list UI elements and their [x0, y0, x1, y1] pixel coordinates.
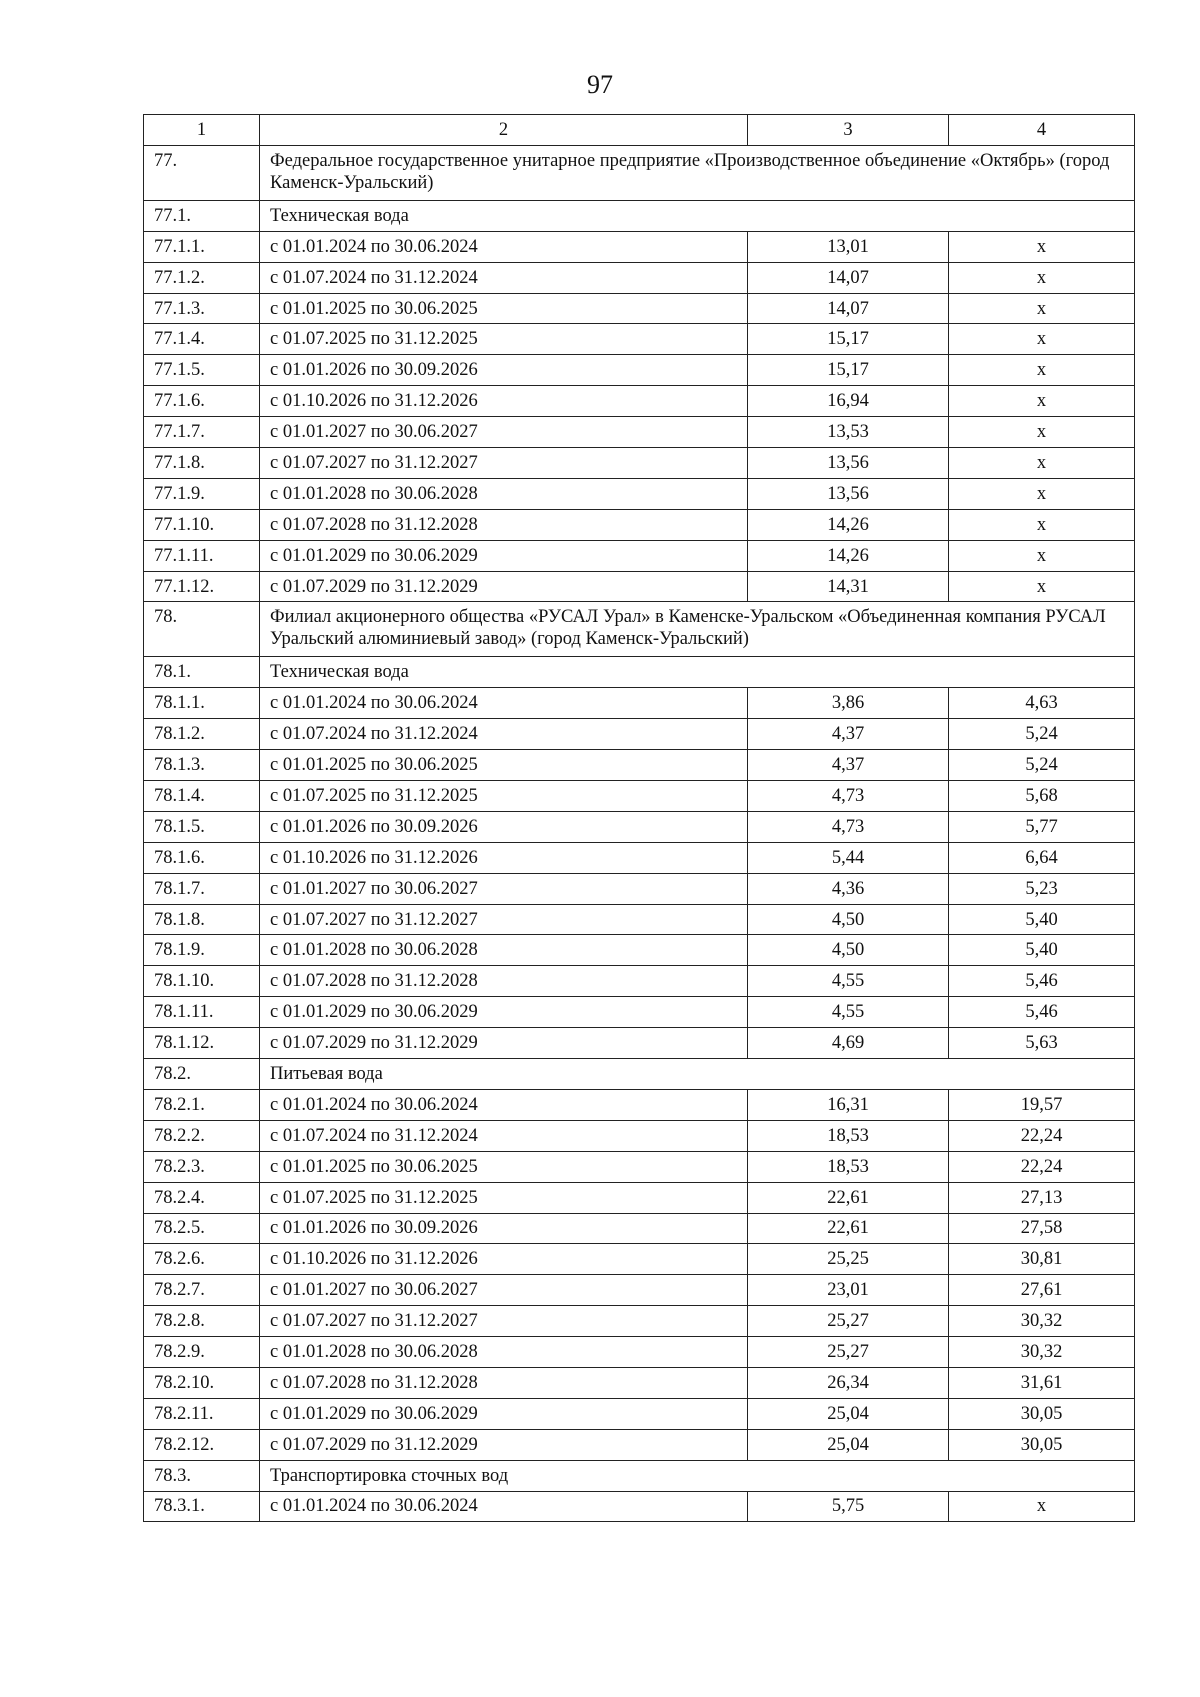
- tariff-vat-cell: 30,05: [949, 1429, 1135, 1460]
- table-row: [144, 386, 1135, 417]
- period-cell: с 01.07.2027 по 31.12.2027: [260, 1306, 748, 1337]
- table-row: [144, 842, 1135, 873]
- tariff-vat-cell: х: [949, 571, 1135, 602]
- table-row: [144, 1306, 1135, 1337]
- period-cell: с 01.01.2026 по 30.09.2026: [260, 355, 748, 386]
- tariff-value-cell: 22,61: [748, 1213, 949, 1244]
- section-title-cell: Транспортировка сточных вод: [260, 1460, 1135, 1491]
- tariff-value-cell: 4,50: [748, 935, 949, 966]
- tariff-vat-cell: 6,64: [949, 842, 1135, 873]
- table-row: [144, 811, 1135, 842]
- tariff-value-cell: 13,01: [748, 231, 949, 262]
- period-cell: с 01.10.2026 по 31.12.2026: [260, 842, 748, 873]
- tariff-value-cell: 25,04: [748, 1429, 949, 1460]
- tariff-value-cell: 4,37: [748, 719, 949, 750]
- tariff-vat-cell: 22,24: [949, 1120, 1135, 1151]
- table-row: [144, 1429, 1135, 1460]
- table-row: [144, 1491, 1135, 1522]
- table-row: [144, 1337, 1135, 1368]
- tariff-vat-cell: 19,57: [949, 1089, 1135, 1120]
- period-cell: с 01.07.2024 по 31.12.2024: [260, 262, 748, 293]
- tariff-vat-cell: 27,58: [949, 1213, 1135, 1244]
- table-row: [144, 750, 1135, 781]
- period-cell: с 01.01.2024 по 30.06.2024: [260, 688, 748, 719]
- period-cell: с 01.01.2026 по 30.09.2026: [260, 811, 748, 842]
- row-number-cell: 78.2.11.: [144, 1398, 260, 1429]
- row-number-cell: 78.1.5.: [144, 811, 260, 842]
- header-cell-3: 3: [748, 115, 949, 146]
- tariff-vat-cell: 30,05: [949, 1398, 1135, 1429]
- row-number-cell: 78.1.3.: [144, 750, 260, 781]
- row-number-cell: 78.2.1.: [144, 1089, 260, 1120]
- table-row: [144, 1213, 1135, 1244]
- tariff-vat-cell: 5,46: [949, 966, 1135, 997]
- tariff-vat-cell: х: [949, 355, 1135, 386]
- header-cell-2: 2: [260, 115, 748, 146]
- period-cell: с 01.01.2025 по 30.06.2025: [260, 293, 748, 324]
- table-row: [144, 719, 1135, 750]
- row-number-cell: 78.2.9.: [144, 1337, 260, 1368]
- tariff-value-cell: 14,07: [748, 293, 949, 324]
- table-row: [144, 1028, 1135, 1059]
- row-number-cell: 77.1.6.: [144, 386, 260, 417]
- table-row: [144, 540, 1135, 571]
- tariff-value-cell: 25,25: [748, 1244, 949, 1275]
- section-row: [144, 1460, 1135, 1491]
- table-row: [144, 688, 1135, 719]
- tariff-value-cell: 4,37: [748, 750, 949, 781]
- tariff-value-cell: 18,53: [748, 1151, 949, 1182]
- table-row: [144, 324, 1135, 355]
- tariff-vat-cell: 5,68: [949, 781, 1135, 812]
- section-row: [144, 200, 1135, 231]
- tariff-vat-cell: 5,40: [949, 904, 1135, 935]
- tariff-vat-cell: 5,24: [949, 719, 1135, 750]
- row-number-cell: 77.1.10.: [144, 509, 260, 540]
- tariff-value-cell: 13,56: [748, 448, 949, 479]
- row-number-cell: 78.: [144, 602, 260, 657]
- period-cell: с 01.01.2028 по 30.06.2028: [260, 1337, 748, 1368]
- row-number-cell: 78.1.7.: [144, 873, 260, 904]
- header-cell-1: 1: [144, 115, 260, 146]
- tariff-value-cell: 15,17: [748, 324, 949, 355]
- table-row: [144, 873, 1135, 904]
- tariff-value-cell: 16,94: [748, 386, 949, 417]
- row-number-cell: 78.1.8.: [144, 904, 260, 935]
- tariff-value-cell: 4,73: [748, 811, 949, 842]
- period-cell: с 01.10.2026 по 31.12.2026: [260, 1244, 748, 1275]
- row-number-cell: 77.1.: [144, 200, 260, 231]
- table-row: [144, 1398, 1135, 1429]
- row-number-cell: 78.1.: [144, 657, 260, 688]
- row-number-cell: 78.3.: [144, 1460, 260, 1491]
- tariff-value-cell: 5,75: [748, 1491, 949, 1522]
- tariff-vat-cell: 22,24: [949, 1151, 1135, 1182]
- table-row: [144, 478, 1135, 509]
- period-cell: с 01.01.2029 по 30.06.2029: [260, 540, 748, 571]
- tariff-vat-cell: 27,13: [949, 1182, 1135, 1213]
- tariff-vat-cell: х: [949, 478, 1135, 509]
- period-cell: с 01.07.2024 по 31.12.2024: [260, 719, 748, 750]
- tariff-value-cell: 4,50: [748, 904, 949, 935]
- row-number-cell: 78.2.3.: [144, 1151, 260, 1182]
- tariff-vat-cell: х: [949, 509, 1135, 540]
- row-number-cell: 78.1.10.: [144, 966, 260, 997]
- tariff-value-cell: 13,56: [748, 478, 949, 509]
- organization-name-cell: Филиал акционерного общества «РУСАЛ Урал» в Каменске-Уральском «Объединенная компания РУСАЛ Уральский алюминиевый завод» (город Каменск-Уральский): [260, 602, 1135, 657]
- row-number-cell: 78.2.: [144, 1059, 260, 1090]
- period-cell: с 01.07.2027 по 31.12.2027: [260, 904, 748, 935]
- tariff-value-cell: 4,55: [748, 997, 949, 1028]
- tariff-table-body: [144, 115, 1135, 1522]
- table-row: [144, 966, 1135, 997]
- tariff-vat-cell: 27,61: [949, 1275, 1135, 1306]
- period-cell: с 01.01.2024 по 30.06.2024: [260, 1491, 748, 1522]
- period-cell: с 01.01.2027 по 30.06.2027: [260, 1275, 748, 1306]
- period-cell: с 01.01.2028 по 30.06.2028: [260, 935, 748, 966]
- row-number-cell: 77.1.4.: [144, 324, 260, 355]
- tariff-vat-cell: х: [949, 324, 1135, 355]
- table-row: [144, 904, 1135, 935]
- table-row: [144, 1151, 1135, 1182]
- row-number-cell: 78.3.1.: [144, 1491, 260, 1522]
- period-cell: с 01.07.2028 по 31.12.2028: [260, 509, 748, 540]
- row-number-cell: 78.2.2.: [144, 1120, 260, 1151]
- section-title-cell: Питьевая вода: [260, 1059, 1135, 1090]
- tariff-value-cell: 26,34: [748, 1367, 949, 1398]
- tariff-value-cell: 5,44: [748, 842, 949, 873]
- period-cell: с 01.07.2028 по 31.12.2028: [260, 1367, 748, 1398]
- period-cell: с 01.07.2025 по 31.12.2025: [260, 781, 748, 812]
- row-number-cell: 77.1.7.: [144, 417, 260, 448]
- row-number-cell: 77.1.8.: [144, 448, 260, 479]
- tariff-vat-cell: 5,63: [949, 1028, 1135, 1059]
- table-row: [144, 997, 1135, 1028]
- row-number-cell: 78.2.4.: [144, 1182, 260, 1213]
- period-cell: с 01.07.2028 по 31.12.2028: [260, 966, 748, 997]
- table-row: [144, 417, 1135, 448]
- period-cell: с 01.01.2024 по 30.06.2024: [260, 231, 748, 262]
- tariff-vat-cell: 30,32: [949, 1337, 1135, 1368]
- organization-row: [144, 145, 1135, 200]
- tariff-vat-cell: 30,32: [949, 1306, 1135, 1337]
- tariff-vat-cell: 5,40: [949, 935, 1135, 966]
- tariff-value-cell: 25,04: [748, 1398, 949, 1429]
- table-row: [144, 1089, 1135, 1120]
- row-number-cell: 78.1.1.: [144, 688, 260, 719]
- tariff-value-cell: 14,26: [748, 509, 949, 540]
- tariff-value-cell: 4,36: [748, 873, 949, 904]
- tariff-vat-cell: х: [949, 386, 1135, 417]
- tariff-value-cell: 22,61: [748, 1182, 949, 1213]
- period-cell: с 01.07.2027 по 31.12.2027: [260, 448, 748, 479]
- table-header-row: [144, 115, 1135, 146]
- tariff-value-cell: 16,31: [748, 1089, 949, 1120]
- page-number: 97: [587, 70, 613, 99]
- tariff-vat-cell: 31,61: [949, 1367, 1135, 1398]
- period-cell: с 01.01.2026 по 30.09.2026: [260, 1213, 748, 1244]
- tariff-value-cell: 3,86: [748, 688, 949, 719]
- tariff-vat-cell: 30,81: [949, 1244, 1135, 1275]
- period-cell: с 01.07.2025 по 31.12.2025: [260, 324, 748, 355]
- table-row: [144, 781, 1135, 812]
- period-cell: с 01.07.2024 по 31.12.2024: [260, 1120, 748, 1151]
- table-row: [144, 1120, 1135, 1151]
- tariff-value-cell: 14,26: [748, 540, 949, 571]
- table-row: [144, 262, 1135, 293]
- tariff-value-cell: 23,01: [748, 1275, 949, 1306]
- table-row: [144, 293, 1135, 324]
- period-cell: с 01.01.2025 по 30.06.2025: [260, 750, 748, 781]
- row-number-cell: 78.1.4.: [144, 781, 260, 812]
- header-cell-4: 4: [949, 115, 1135, 146]
- table-row: [144, 571, 1135, 602]
- tariff-vat-cell: х: [949, 1491, 1135, 1522]
- table-row: [144, 231, 1135, 262]
- row-number-cell: 78.2.12.: [144, 1429, 260, 1460]
- row-number-cell: 77.1.2.: [144, 262, 260, 293]
- table-row: [144, 1244, 1135, 1275]
- row-number-cell: 77.1.12.: [144, 571, 260, 602]
- tariff-value-cell: 15,17: [748, 355, 949, 386]
- period-cell: с 01.01.2024 по 30.06.2024: [260, 1089, 748, 1120]
- tariff-vat-cell: х: [949, 448, 1135, 479]
- period-cell: с 01.07.2025 по 31.12.2025: [260, 1182, 748, 1213]
- table-row: [144, 1182, 1135, 1213]
- period-cell: с 01.01.2028 по 30.06.2028: [260, 478, 748, 509]
- tariff-value-cell: 25,27: [748, 1337, 949, 1368]
- row-number-cell: 78.1.9.: [144, 935, 260, 966]
- table-row: [144, 355, 1135, 386]
- row-number-cell: 78.1.2.: [144, 719, 260, 750]
- row-number-cell: 78.2.6.: [144, 1244, 260, 1275]
- table-row: [144, 448, 1135, 479]
- row-number-cell: 77.1.1.: [144, 231, 260, 262]
- table-row: [144, 1275, 1135, 1306]
- tariff-vat-cell: 5,46: [949, 997, 1135, 1028]
- row-number-cell: 77.1.9.: [144, 478, 260, 509]
- tariff-vat-cell: х: [949, 293, 1135, 324]
- tariff-vat-cell: 5,24: [949, 750, 1135, 781]
- period-cell: с 01.01.2027 по 30.06.2027: [260, 873, 748, 904]
- tariff-value-cell: 4,55: [748, 966, 949, 997]
- section-title-cell: Техническая вода: [260, 200, 1135, 231]
- tariff-value-cell: 18,53: [748, 1120, 949, 1151]
- tariff-value-cell: 14,07: [748, 262, 949, 293]
- section-row: [144, 657, 1135, 688]
- tariff-value-cell: 13,53: [748, 417, 949, 448]
- row-number-cell: 78.1.6.: [144, 842, 260, 873]
- tariff-value-cell: 25,27: [748, 1306, 949, 1337]
- tariff-vat-cell: х: [949, 231, 1135, 262]
- row-number-cell: 78.2.7.: [144, 1275, 260, 1306]
- period-cell: с 01.07.2029 по 31.12.2029: [260, 571, 748, 602]
- organization-name-cell: Федеральное государственное унитарное предприятие «Производственное объединение «Октябрь» (город Каменск-Уральский): [260, 145, 1135, 200]
- row-number-cell: 78.1.11.: [144, 997, 260, 1028]
- tariff-vat-cell: х: [949, 417, 1135, 448]
- tariff-value-cell: 4,73: [748, 781, 949, 812]
- tariff-vat-cell: 4,63: [949, 688, 1135, 719]
- row-number-cell: 78.2.8.: [144, 1306, 260, 1337]
- section-title-cell: Техническая вода: [260, 657, 1135, 688]
- period-cell: с 01.01.2027 по 30.06.2027: [260, 417, 748, 448]
- table-row: [144, 935, 1135, 966]
- period-cell: с 01.01.2025 по 30.06.2025: [260, 1151, 748, 1182]
- period-cell: с 01.07.2029 по 31.12.2029: [260, 1028, 748, 1059]
- section-row: [144, 1059, 1135, 1090]
- period-cell: с 01.01.2029 по 30.06.2029: [260, 1398, 748, 1429]
- organization-row: [144, 602, 1135, 657]
- row-number-cell: 78.2.5.: [144, 1213, 260, 1244]
- row-number-cell: 77.1.3.: [144, 293, 260, 324]
- tariff-vat-cell: х: [949, 540, 1135, 571]
- tariff-value-cell: 14,31: [748, 571, 949, 602]
- tariff-vat-cell: 5,77: [949, 811, 1135, 842]
- tariff-table: [143, 114, 1135, 1522]
- row-number-cell: 77.1.5.: [144, 355, 260, 386]
- row-number-cell: 77.1.11.: [144, 540, 260, 571]
- period-cell: с 01.01.2029 по 30.06.2029: [260, 997, 748, 1028]
- table-row: [144, 1367, 1135, 1398]
- row-number-cell: 77.: [144, 145, 260, 200]
- period-cell: с 01.10.2026 по 31.12.2026: [260, 386, 748, 417]
- tariff-vat-cell: 5,23: [949, 873, 1135, 904]
- period-cell: с 01.07.2029 по 31.12.2029: [260, 1429, 748, 1460]
- row-number-cell: 78.1.12.: [144, 1028, 260, 1059]
- tariff-vat-cell: х: [949, 262, 1135, 293]
- tariff-value-cell: 4,69: [748, 1028, 949, 1059]
- table-row: [144, 509, 1135, 540]
- row-number-cell: 78.2.10.: [144, 1367, 260, 1398]
